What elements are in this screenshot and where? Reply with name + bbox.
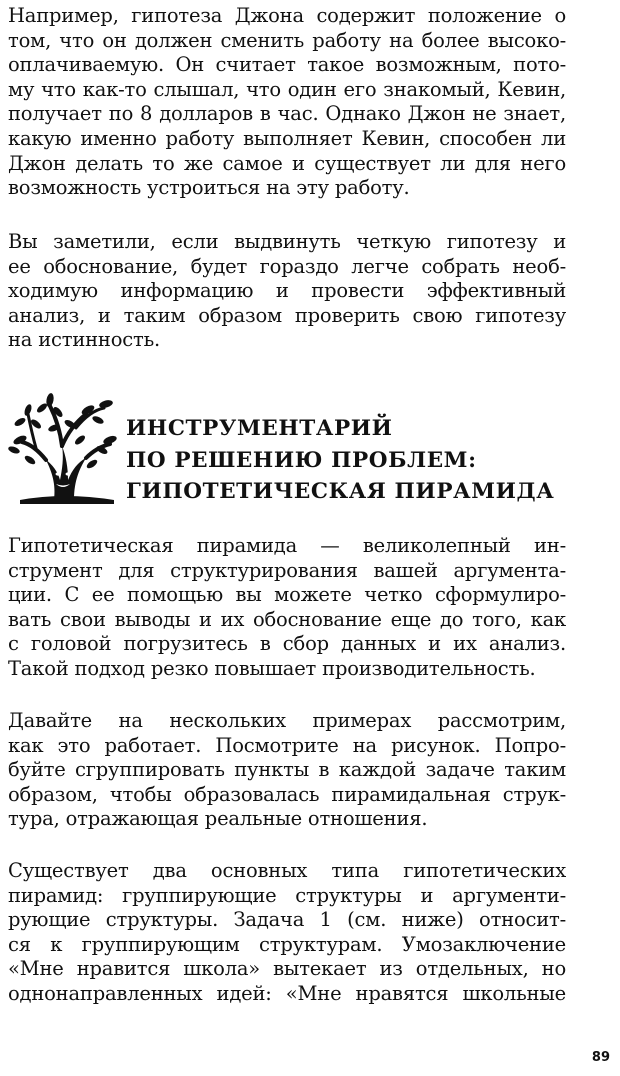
text-line: тура, отражающая реальные отношения. (8, 807, 428, 831)
text-line: Давайте на нескольких примерах рассмотрим, (8, 709, 566, 732)
text-line: Например, гипотеза Джона содержит положение о (8, 4, 566, 27)
text-line: с головой погрузитесь в сбор данных и их анализ. (8, 632, 566, 656)
page-number: 89 (591, 1050, 610, 1065)
toolkit-title-line: ГИПОТЕТИЧЕСКАЯ ПИРАМИДА (126, 479, 555, 504)
text-line: оплачиваемую. Он считает такое возможным, пото- (8, 53, 566, 77)
text-line: образом, чтобы образовалась пирамидальная струк- (8, 782, 566, 806)
text-line: пирамид: группирующие структуры и аргументи- (8, 883, 566, 907)
text-line: ходимую информацию и провести эффективный (8, 279, 566, 303)
text-line: анализ, и таким образом проверить свою гипотезу (8, 303, 566, 327)
text-line: том, что он должен сменить работу на более высоко- (8, 28, 566, 52)
text-line: буйте сгруппировать пункты в каждой задаче таким (8, 758, 566, 782)
paragraph-clear-hypothesis (8, 230, 566, 353)
paragraph-john-hypothesis (8, 4, 566, 201)
text-line: однонаправленных идей: «Мне нравятся школьные (8, 981, 566, 1005)
text-line: рующие структуры. Задача 1 (см. ниже) относит- (8, 908, 566, 932)
text-line: «Мне нравится школа» вытекает из отдельных, но (8, 957, 566, 981)
text-line: Гипотетическая пирамида — великолепный ин- (8, 534, 566, 557)
text-line: ся к группирующим структурам. Умозаключение (8, 932, 566, 956)
toolkit-title-line: ПО РЕШЕНИЮ ПРОБЛЕМ: (126, 447, 477, 473)
tree-icon (6, 388, 122, 506)
paragraph-hypothesis-pyramid (8, 534, 566, 682)
text-line: Такой подход резко повышает производительность. (8, 656, 536, 680)
text-line: Вы заметили, если выдвинуть четкую гипотезу и (8, 230, 566, 253)
toolkit-title (126, 413, 586, 508)
text-line: струмент для структурирования вашей аргумента- (8, 558, 566, 582)
text-line: Джон делать то же самое и существует ли для него (8, 151, 566, 175)
text-line: ции. С ее помощью вы можете четко сформулиро- (8, 583, 566, 607)
text-line: как это работает. Посмотрите на рисунок. Попро- (8, 733, 566, 757)
paragraph-pyramid-types (8, 859, 566, 1007)
text-line: получает по 8 долларов в час. Однако Джон не знает, (8, 102, 566, 126)
toolkit-heading (0, 388, 620, 518)
text-line: возможность устроиться на эту работу. (8, 176, 410, 200)
text-line: на истинность. (8, 328, 160, 352)
text-line: му что как-то слышал, что один его знакомый, Кевин, (8, 77, 566, 101)
paragraph-examples (8, 709, 566, 832)
text-line: Существует два основных типа гипотетических (8, 859, 566, 882)
toolkit-title-line: ИНСТРУМЕНТАРИЙ (126, 416, 393, 441)
text-line: какую именно работу выполняет Кевин, способен ли (8, 126, 566, 150)
text-line: вать свои выводы и их обоснование еще до того, как (8, 607, 566, 631)
text-line: ее обоснование, будет гораздо легче собрать необ- (8, 254, 566, 278)
